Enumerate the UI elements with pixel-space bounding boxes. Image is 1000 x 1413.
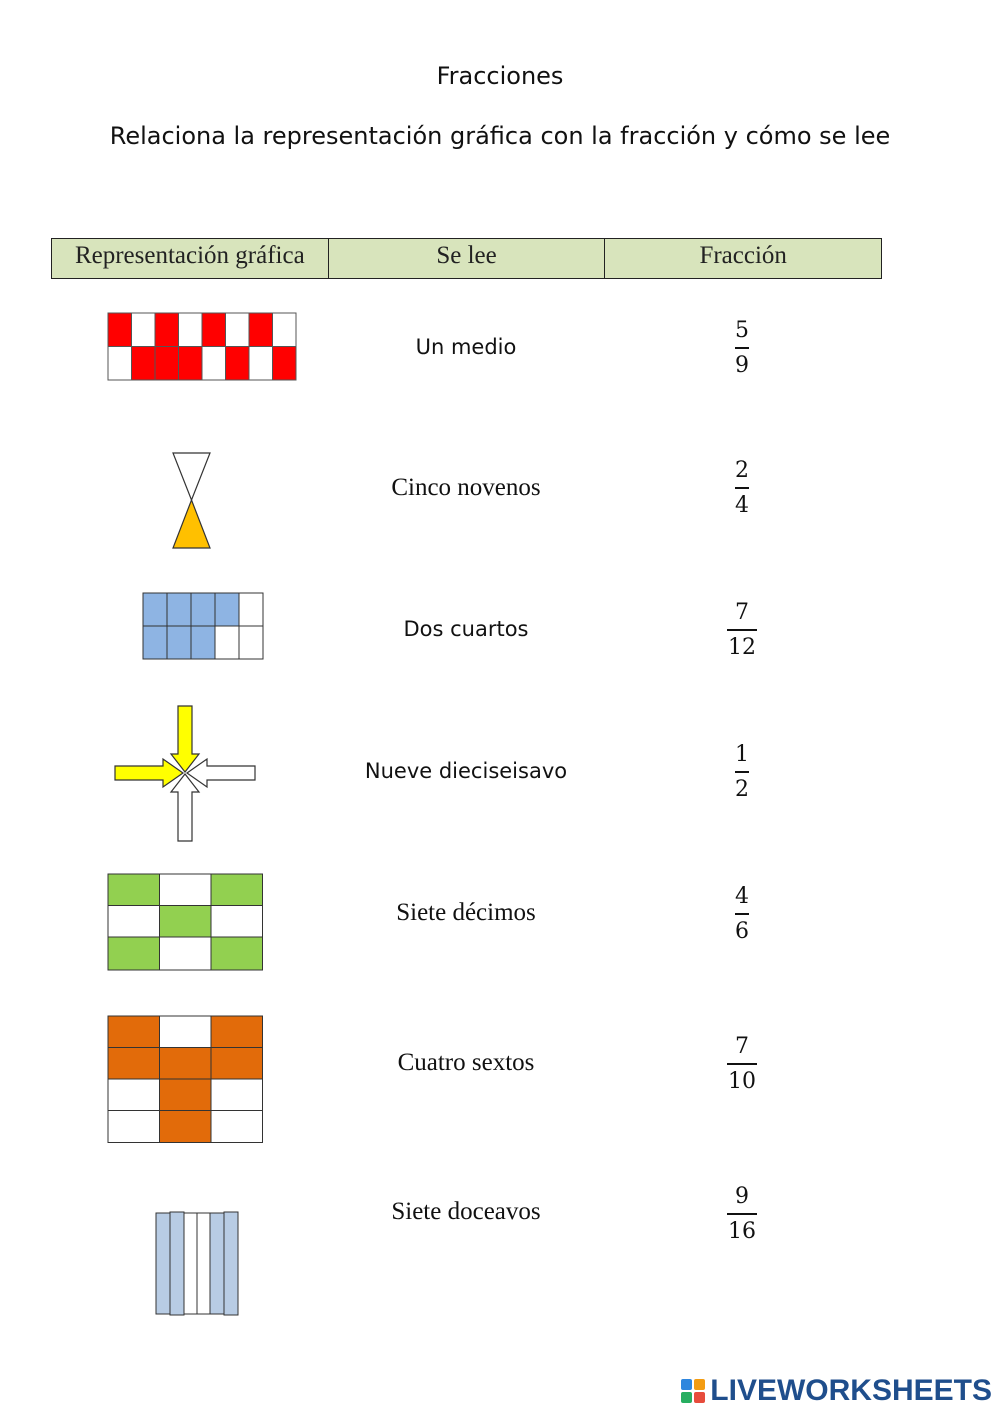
fraction-numerator: 7 [735,600,749,625]
fraction-item[interactable] [712,460,772,517]
header-fraction: Fracción [699,241,787,269]
figure-blue-grid[interactable] [142,592,265,662]
fraction-denominator: 6 [735,918,749,944]
fraction-numerator: 5 [735,318,749,343]
fraction-item[interactable] [712,1186,772,1243]
fraction-denominator: 4 [735,492,749,518]
fraction-item[interactable] [712,320,772,377]
reading-siete-doceavos[interactable]: Siete doceavos [391,1198,541,1225]
instruction-text: Relaciona la representación gráfica con la fracción y cómo se lee [109,122,891,150]
liveworksheets-brand: LIVEWORKSHEETS [710,1374,992,1407]
fraction-numerator: 7 [735,1034,749,1059]
reading-un-medio[interactable]: Un medio [415,335,517,359]
header-graphic: Representación gráfica [52,239,329,278]
fraction-denominator: 10 [728,1068,756,1094]
figure-orange-grid[interactable] [107,1015,264,1145]
fraction-denominator: 16 [728,1218,756,1244]
figure-checkerboard-red[interactable] [107,312,301,382]
header-reading: Se lee [329,239,606,278]
liveworksheets-logo [680,1374,992,1408]
figure-arrows-cross[interactable] [113,704,258,844]
fraction-numerator: 9 [735,1184,749,1209]
reading-dos-cuartos[interactable]: Dos cuartos [403,617,529,641]
figure-green-grid[interactable] [107,873,264,972]
reading-siete-decimos[interactable]: Siete décimos [396,899,536,926]
fraction-item[interactable] [712,602,772,659]
fraction-item[interactable] [712,744,772,801]
figure-vertical-strips[interactable] [154,1211,242,1317]
reading-cuatro-sextos[interactable]: Cuatro sextos [397,1049,535,1076]
fraction-denominator: 9 [735,352,749,378]
page-title: Fracciones [436,62,564,90]
reading-cinco-novenos[interactable]: Cinco novenos [391,474,541,501]
fraction-denominator: 2 [735,776,749,802]
fraction-item[interactable] [712,1036,772,1093]
fraction-denominator: 12 [728,634,756,660]
fraction-numerator: 4 [735,884,749,909]
fraction-numerator: 2 [735,458,749,483]
liveworksheets-icon [680,1378,706,1404]
fraction-item[interactable] [712,886,772,943]
figure-hourglass[interactable] [170,451,214,551]
fraction-numerator: 1 [735,742,749,767]
table-header [51,238,882,279]
reading-nueve-dieciseisavo[interactable]: Nueve dieciseisavo [364,759,568,783]
